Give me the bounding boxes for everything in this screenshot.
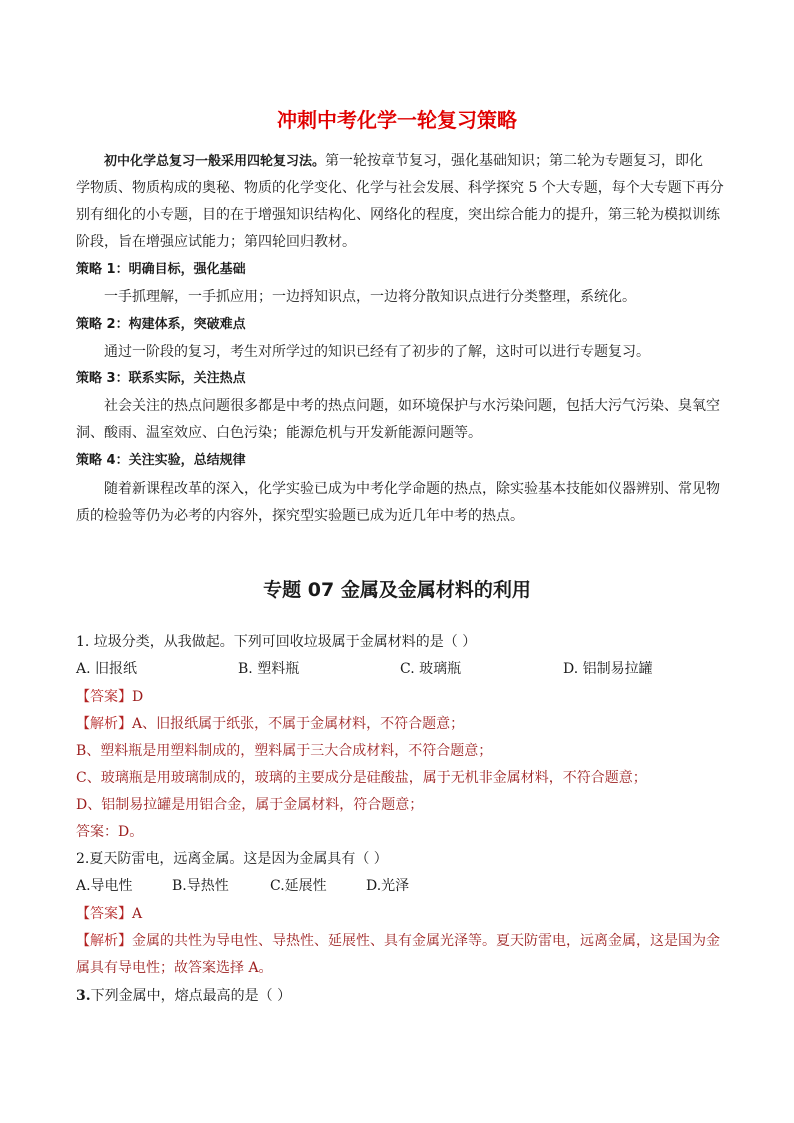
q2-answer-line [76,905,726,923]
q1-analysis-tag: 【解析】 [76,716,132,732]
strategy-2-body: 通过一阶段的复习，考生对所学过的知识已经有了初步的了解，这时可以进行专题复习。 [104,344,650,360]
intro-text-1: 第一轮按章节复习，强化基础知识；第二轮为专题复习，即化 [325,153,704,169]
strategy-1-heading: 策略 1：明确目标，强化基础 [76,262,246,277]
q2-analysis-1: 金属的共性为导电性、导热性、延展性、具有金属光泽等。夏天防雷电，远离金属，这是国为金 [132,933,720,949]
q2-analysis-tag: 【解析】 [76,933,132,949]
q1-analysis-a: A、旧报纸属于纸张，不属于金属材料，不符合题意； [132,716,465,732]
q1-option-a: A. 旧报纸 [76,661,138,677]
q1-analysis-a-line [76,715,726,733]
q3-stem-line [76,987,726,1005]
q1-answer-value: D [132,689,144,705]
strategy-2-heading: 策略 2：构建体系，突破难点 [76,317,246,332]
strategy-4-body-1: 随着新课程改革的深入，化学实验已成为中考化学命题的热点，除实验基本技能如仪器辨别、常见物 [104,481,720,497]
q2-analysis-line-1 [76,932,726,950]
intro-line-2: 学物质、物质构成的奥秘、物质的化学变化、化学与社会发展、科学探究 5 个大专题，每个大专题下再分 [76,180,724,196]
q2-option-b: B.导热性 [172,878,229,894]
q1-analysis-c: C、玻璃瓶是用玻璃制成的，玻璃的主要成分是硅酸盐，属于无机非金属材料，不符合题意； [76,770,647,786]
topic-title: 专题 07 金属及金属材料的利用 [263,579,531,601]
q2-answer-tag: 【答案】 [76,906,132,922]
strategy-3-body-1: 社会关注的热点问题很多都是中考的热点问题，如环境保护与水污染问题，包括大污气污染、臭氧空 [104,398,720,414]
q1-option-c: C. 玻璃瓶 [400,661,462,677]
q1-option-d: D. 铝制易拉罐 [563,661,653,677]
q3-number: 3. [76,988,91,1004]
q3-stem: 下列金属中，熔点最高的是（ ） [90,988,292,1004]
q2-stem: 2.夏天防雷电，远离金属。这是因为金属具有（ ） [76,851,388,867]
intro-line-1 [104,152,754,171]
strategy-3-heading: 策略 3：联系实际，关注热点 [76,371,246,386]
q2-answer-value: A [132,906,143,922]
intro-line-3: 别有细化的小专题，目的在于增强知识结构化、网络化的程度，突出综合能力的提升，第三轮为模拟训练 [76,207,720,223]
q1-final-answer: 答案：D。 [76,824,144,840]
strategy-3-body-2: 洞、酸雨、温室效应、白色污染；能源危机与开发新能源问题等。 [76,425,482,441]
document-title: 冲刺中考化学一轮复习策略 [277,108,517,132]
q1-option-b: B. 塑料瓶 [238,661,300,677]
strategy-4-heading: 策略 4：关注实验，总结规律 [76,453,246,468]
strategy-1-body: 一手抓理解，一手抓应用；一边捋知识点，一边将分散知识点进行分类整理，系统化。 [104,289,636,305]
strategy-4-body-2: 质的检验等仍为必考的内容外，探究型实验题已成为近几年中考的热点。 [76,508,524,524]
q2-option-c: C.延展性 [270,878,327,894]
q2-option-a: A.导电性 [76,878,133,894]
intro-line-4: 阶段，旨在增强应试能力；第四轮回归教材。 [76,234,356,250]
q1-stem: 1. 垃圾分类，从我做起。下列可回收垃圾属于金属材料的是（ ） [76,634,477,650]
q2-option-d: D.光泽 [366,878,410,894]
q1-answer-tag: 【答案】 [76,689,132,705]
q1-analysis-b: B、塑料瓶是用塑料制成的，塑料属于三大合成材料，不符合题意； [76,743,493,759]
q1-answer-line [76,688,726,706]
q1-analysis-d: D、铝制易拉罐是用铝合金，属于金属材料，符合题意； [76,797,424,813]
intro-bold-lead: 初中化学总复习一般采用四轮复习法。 [104,154,326,169]
q2-analysis-2: 属具有导电性；故答案选择 A。 [76,960,273,976]
